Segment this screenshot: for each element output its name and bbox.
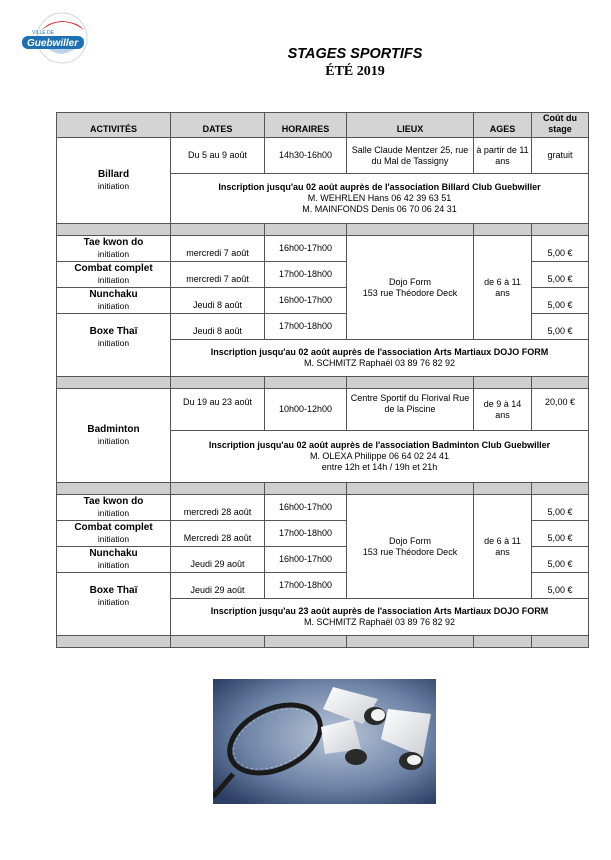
inscription-title: Inscription jusqu'au 23 août auprès de l'association Arts Martiaux DOJO FORM [210, 606, 549, 616]
activity-name: Combat complet [74, 263, 153, 274]
inscription-title: Inscription jusqu'au 02 août auprès de l'association Arts Martiaux DOJO FORM [210, 347, 549, 357]
martial2-horaire: 16h00-17h00 [265, 495, 347, 521]
martial2-cout: 5,00 € [532, 495, 589, 521]
martial2-cout: 5,00 € [532, 521, 589, 547]
activity-name: Combat complet [74, 522, 153, 533]
martial1-horaire: 16h00-17h00 [265, 236, 347, 262]
inscription-contact: M. MAINFONDS Denis 06 70 06 24 31 [302, 204, 457, 214]
stages-table [56, 112, 589, 648]
martial1-row [57, 236, 589, 262]
header-dates: DATES [171, 113, 265, 138]
lieu-name: Dojo Form [388, 535, 431, 546]
martial1-activity-cell [57, 314, 171, 377]
activity-level: initiation [97, 597, 130, 607]
activity-level: initiation [97, 275, 130, 285]
billard-ages: à partir de 11 ans [474, 138, 532, 174]
activity-name: Badminton [87, 424, 140, 435]
martial2-ages: de 6 à 11 ans [474, 495, 532, 599]
header-cout: Coût du stage [532, 113, 589, 138]
svg-text:Guebwiller: Guebwiller [27, 38, 79, 49]
badminton-horaires: 10h00-12h00 [265, 389, 347, 431]
martial1-date: mercredi 7 août [171, 236, 265, 262]
lieu-name: Dojo Form [388, 276, 431, 287]
activity-level: initiation [97, 508, 130, 518]
martial1-activity-cell [57, 288, 171, 314]
inscription-hours: entre 12h et 14h / 19h et 21h [321, 462, 438, 472]
activity-level: initiation [97, 301, 130, 311]
martial2-date: Jeudi 29 août [171, 573, 265, 599]
title-line-2: ÉTÉ 2019 [325, 64, 385, 79]
svg-text:VILLE DE: VILLE DE [32, 30, 54, 36]
billard-inscription [171, 174, 589, 224]
activity-level: initiation [97, 560, 130, 570]
badminton-cout: 20,00 € [532, 389, 589, 431]
activity-level: initiation [97, 249, 130, 259]
badminton-activity-cell [57, 389, 171, 483]
martial2-horaire: 16h00-17h00 [265, 547, 347, 573]
lieu-address: 153 rue Théodore Deck [362, 287, 458, 298]
guebwiller-logo [18, 10, 92, 64]
inscription-title: Inscription jusqu'au 02 août auprès de l'association Badminton Club Guebwiller [208, 440, 551, 450]
billard-lieu: Salle Claude Mentzer 25, rue du Mal de Tassigny [347, 138, 474, 174]
badminton-inscription [171, 431, 589, 483]
inscription-title: Inscription jusqu'au 02 août auprès de l'association Billard Club Guebwiller [218, 182, 541, 192]
martial1-activity-cell [57, 236, 171, 262]
martial1-date: mercredi 7 août [171, 262, 265, 288]
activity-level: initiation [97, 436, 130, 446]
martial2-cout: 5,00 € [532, 573, 589, 599]
martial2-inscription [171, 599, 589, 636]
martial1-date: Jeudi 8 août [171, 288, 265, 314]
billard-horaires: 14h30-16h00 [265, 138, 347, 174]
activity-level: initiation [97, 534, 130, 544]
martial1-cout: 5,00 € [532, 236, 589, 262]
activity-name: Nunchaku [89, 289, 138, 300]
martial2-cout: 5,00 € [532, 547, 589, 573]
header-row [57, 113, 589, 138]
header-activites: ACTIVITÉS [57, 113, 171, 138]
inscription-contact: M. WEHRLEN Hans 06 42 39 63 51 [307, 193, 452, 203]
billard-row [57, 138, 589, 174]
inscription-contact: M. SCHMITZ Raphaël 03 89 76 82 92 [303, 617, 456, 627]
martial2-date: mercredi 28 août [171, 495, 265, 521]
activity-level: initiation [97, 338, 130, 348]
badminton-lieu: Centre Sportif du Florival Rue de la Piscine [347, 389, 474, 431]
martial1-ages: de 6 à 11 ans [474, 236, 532, 340]
billard-dates: Du 5 au 9 août [171, 138, 265, 174]
inscription-contact: M. OLEXA Philippe 06 64 02 24 41 [309, 451, 450, 461]
separator-row [57, 483, 589, 495]
martial1-cout: 5,00 € [532, 314, 589, 340]
martial1-cout: 5,00 € [532, 288, 589, 314]
activity-name: Boxe Thaï [89, 585, 138, 596]
activity-level: initiation [97, 181, 130, 191]
activity-name: Boxe Thaï [89, 326, 138, 337]
martial2-activity-cell [57, 495, 171, 521]
separator-row [57, 377, 589, 389]
martial2-row [57, 495, 589, 521]
martial1-lieu [347, 236, 474, 340]
activity-name: Billard [97, 169, 130, 180]
martial1-horaire: 17h00-18h00 [265, 314, 347, 340]
badminton-photo [213, 679, 436, 804]
martial1-date: Jeudi 8 août [171, 314, 265, 340]
badminton-ages: de 9 à 14 ans [474, 389, 532, 431]
martial2-horaire: 17h00-18h00 [265, 521, 347, 547]
martial1-activity-cell [57, 262, 171, 288]
header-ages: AGES [474, 113, 532, 138]
badminton-row [57, 389, 589, 431]
martial2-activity-cell [57, 547, 171, 573]
activity-name: Tae kwon do [83, 237, 144, 248]
martial2-lieu [347, 495, 474, 599]
billard-cout: gratuit [532, 138, 589, 174]
badminton-dates: Du 19 au 23 août [171, 389, 265, 431]
martial2-activity-cell [57, 521, 171, 547]
martial1-horaire: 16h00-17h00 [265, 288, 347, 314]
martial1-inscription [171, 340, 589, 377]
page-title [200, 46, 510, 80]
martial2-date: Mercredi 28 août [171, 521, 265, 547]
martial1-horaire: 17h00-18h00 [265, 262, 347, 288]
martial2-activity-cell [57, 573, 171, 636]
title-line-1: STAGES SPORTIFS [287, 46, 423, 62]
martial2-horaire: 17h00-18h00 [265, 573, 347, 599]
martial2-date: Jeudi 29 août [171, 547, 265, 573]
activity-name: Nunchaku [89, 548, 138, 559]
billard-activity-cell [57, 138, 171, 224]
lieu-address: 153 rue Théodore Deck [362, 546, 458, 557]
separator-row [57, 224, 589, 236]
header-horaires: HORAIRES [265, 113, 347, 138]
separator-row [57, 636, 589, 648]
activity-name: Tae kwon do [83, 496, 144, 507]
martial1-cout: 5,00 € [532, 262, 589, 288]
inscription-contact: M. SCHMITZ Raphaël 03 89 76 82 92 [303, 358, 456, 368]
header-lieux: LIEUX [347, 113, 474, 138]
